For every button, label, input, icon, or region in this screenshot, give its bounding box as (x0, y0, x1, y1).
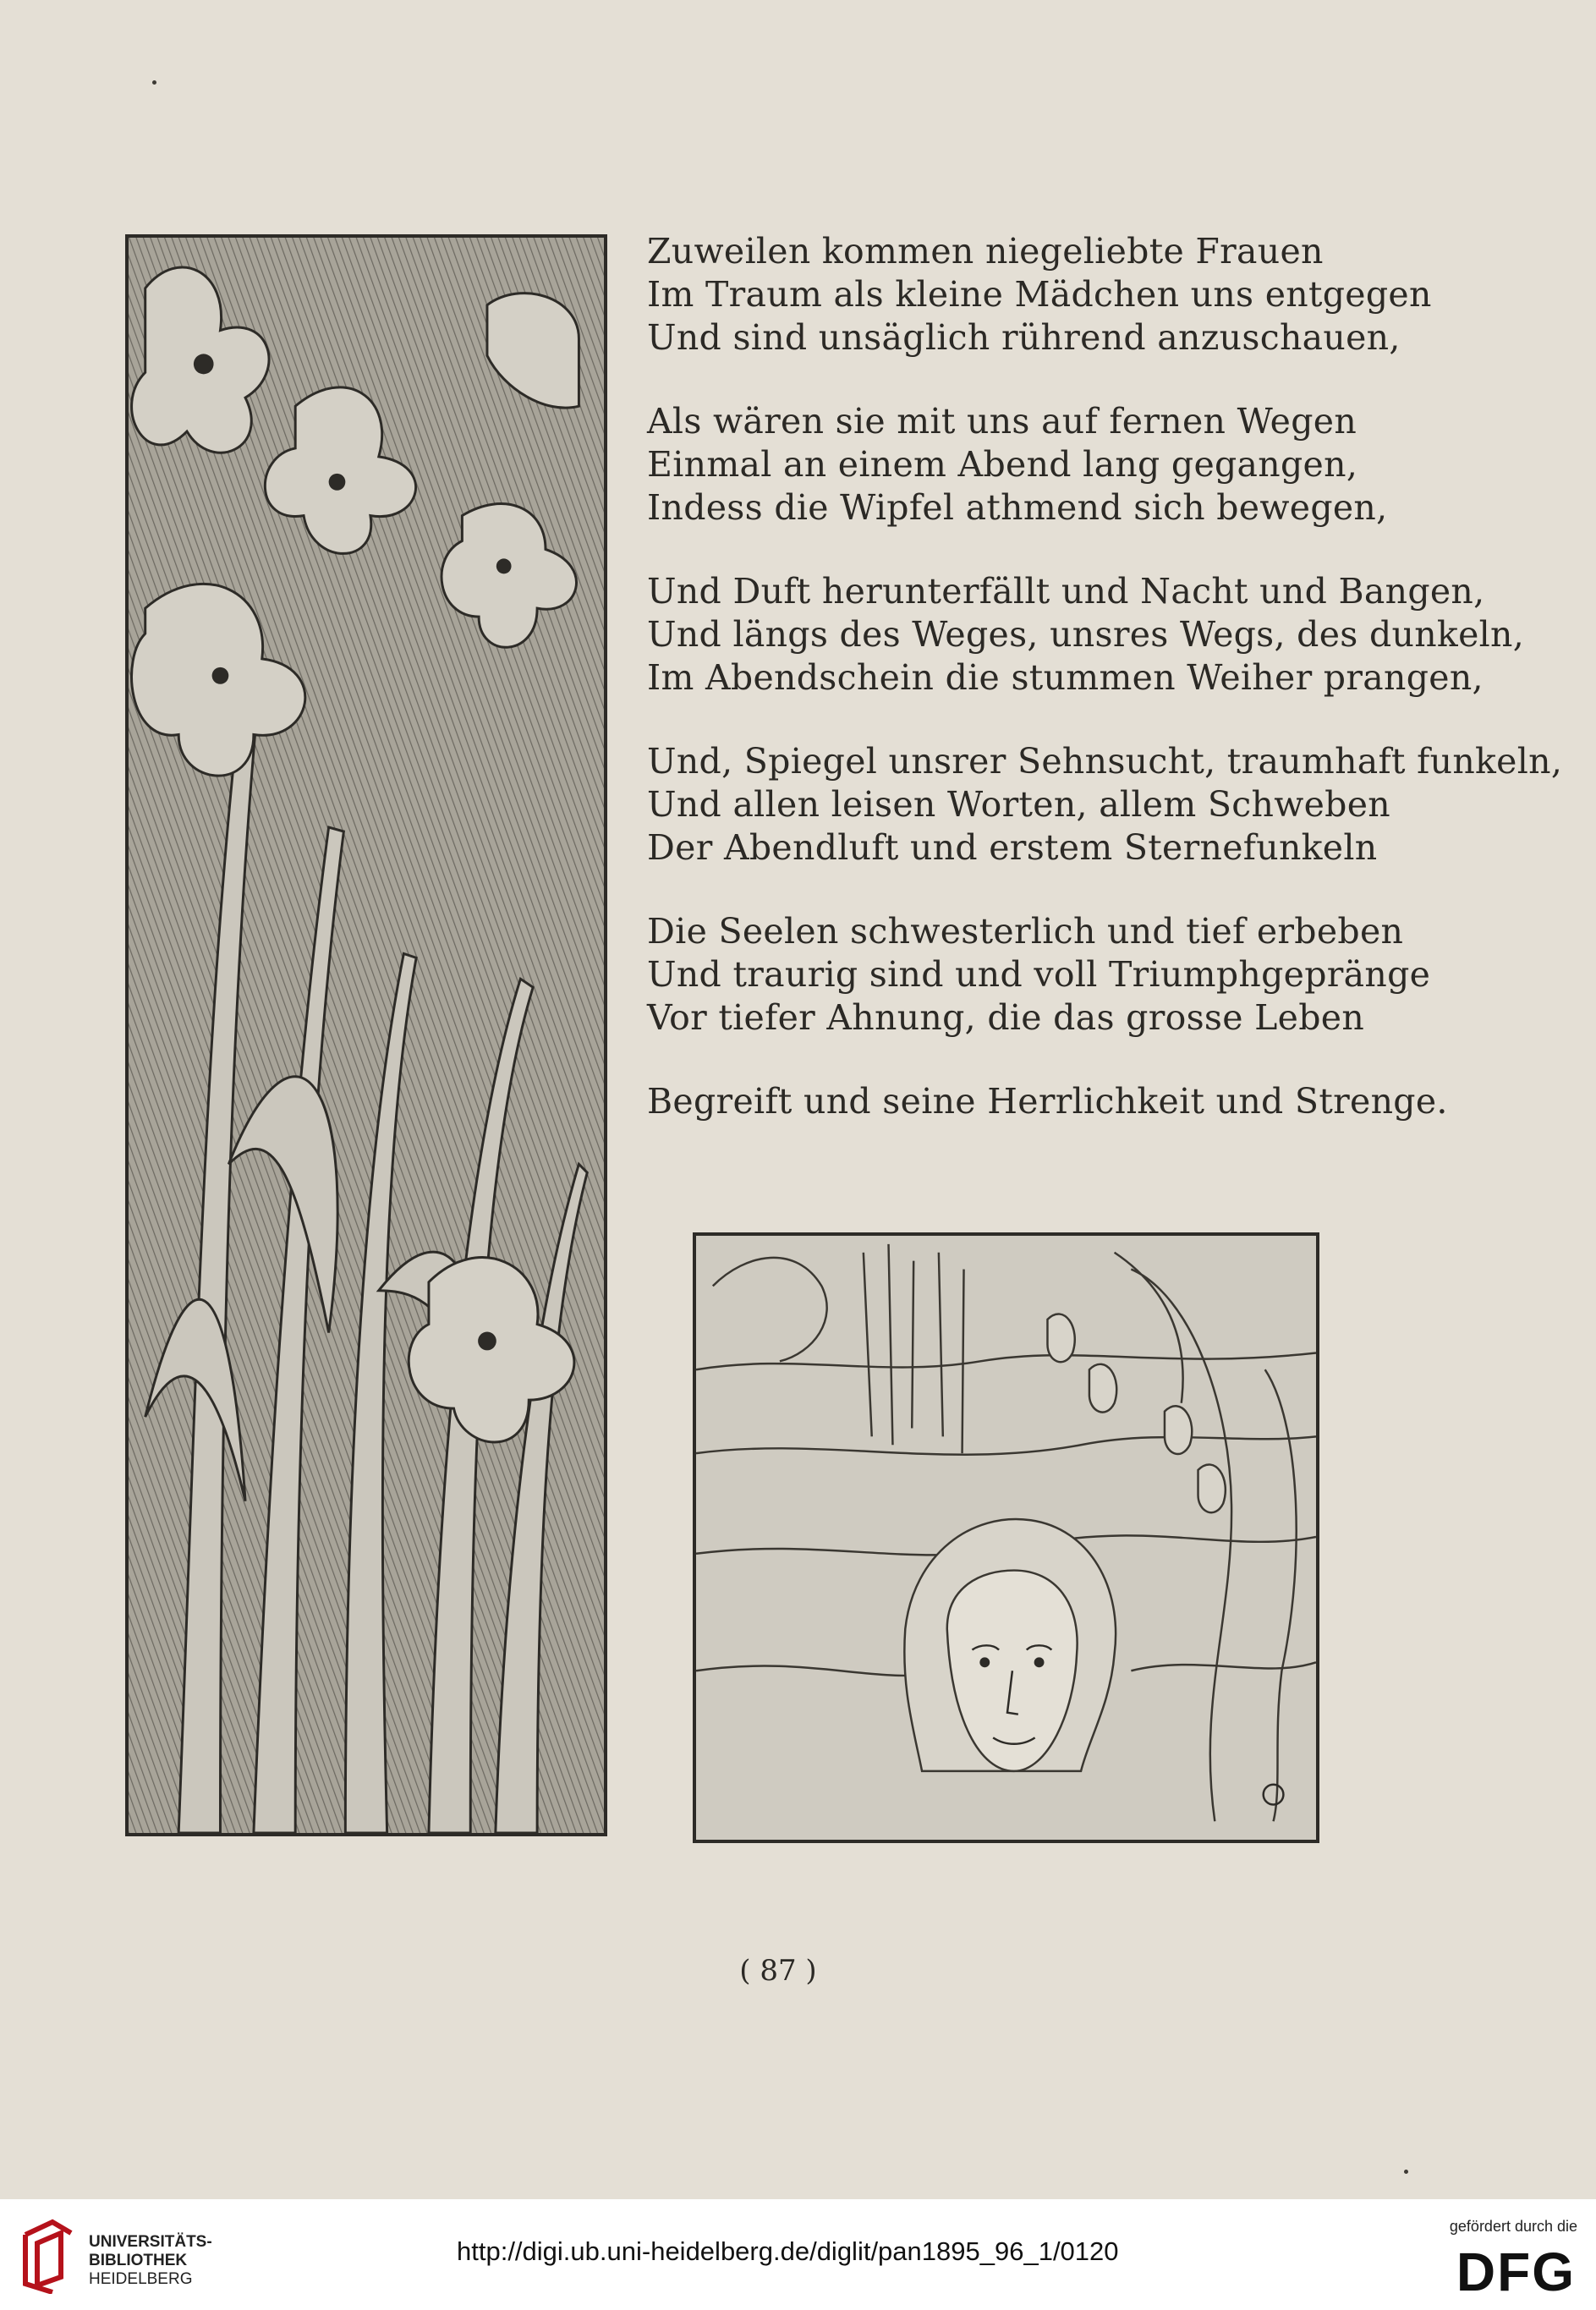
poem (647, 230, 1563, 1164)
poem-line: Indess die Wipfel athmend sich bewegen, (647, 487, 1388, 528)
funding-label: gefördert durch die (1449, 2218, 1577, 2235)
poem-line: Und Duft herunterfällt und Nacht und Bangen, (647, 571, 1485, 612)
poem-line: Im Abendschein die stummen Weiher prangen, (647, 657, 1484, 698)
poem-line: Und allen leisen Worten, allem Schweben (647, 784, 1390, 825)
poem-line: Und, Spiegel unsrer Sehnsucht, traumhaft funkeln, (647, 741, 1563, 782)
university-library-logo-icon[interactable] (19, 2218, 78, 2294)
page-speck (152, 80, 156, 85)
page-speck (1404, 2170, 1408, 2174)
poem-line: Begreift und seine Herrlichkeit und Strenge. (647, 1081, 1448, 1122)
poem-line: Und längs des Weges, unsres Wegs, des dunkeln, (647, 614, 1525, 655)
girl-landscape-illustration (693, 1232, 1319, 1843)
poem-line: Der Abendluft und erstem Sternefunkeln (647, 827, 1378, 868)
poem-line: Im Traum als kleine Mädchen uns entgegen (647, 274, 1432, 315)
stanza-1 (647, 230, 1459, 359)
library-name-line: UNIVERSITÄTS- (89, 2233, 212, 2251)
poem-line: Als wären sie mit uns auf fernen Wegen (647, 401, 1357, 442)
girl-landscape-drawing (696, 1236, 1316, 1840)
narcissus-illustration (125, 234, 607, 1836)
stanza-4 (647, 740, 1563, 870)
dfg-logo[interactable]: DFG (1456, 2241, 1576, 2302)
stanza-3 (647, 570, 1525, 700)
poem-line: Und traurig sind und voll Triumphgepränge (647, 954, 1431, 995)
poem-line: Einmal an einem Abend lang gegangen, (647, 444, 1358, 485)
stanza-6 (647, 1080, 1459, 1123)
poem-line: Und sind unsäglich rührend anzuschauen, (647, 317, 1401, 358)
poem-line: Die Seelen schwesterlich und tief erbeben (647, 911, 1404, 952)
narcissus-drawing (129, 238, 604, 1833)
page-number: ( 87 ) (739, 1954, 817, 1988)
library-name[interactable] (89, 2233, 212, 2289)
library-name-line: HEIDELBERG (89, 2270, 193, 2288)
document-url[interactable]: http://digi.ub.uni-heidelberg.de/diglit/pan1895_96_1/0120 (457, 2236, 1119, 2266)
stanza-5 (647, 910, 1459, 1040)
footer-bar (0, 2199, 1596, 2310)
library-name-line: BIBLIOTHEK (89, 2252, 188, 2269)
poem-line: Vor tiefer Ahnung, die das grosse Leben (647, 997, 1365, 1038)
stanza-2 (647, 400, 1459, 529)
poem-line: Zuweilen kommen niegeliebte Frauen (647, 231, 1324, 272)
